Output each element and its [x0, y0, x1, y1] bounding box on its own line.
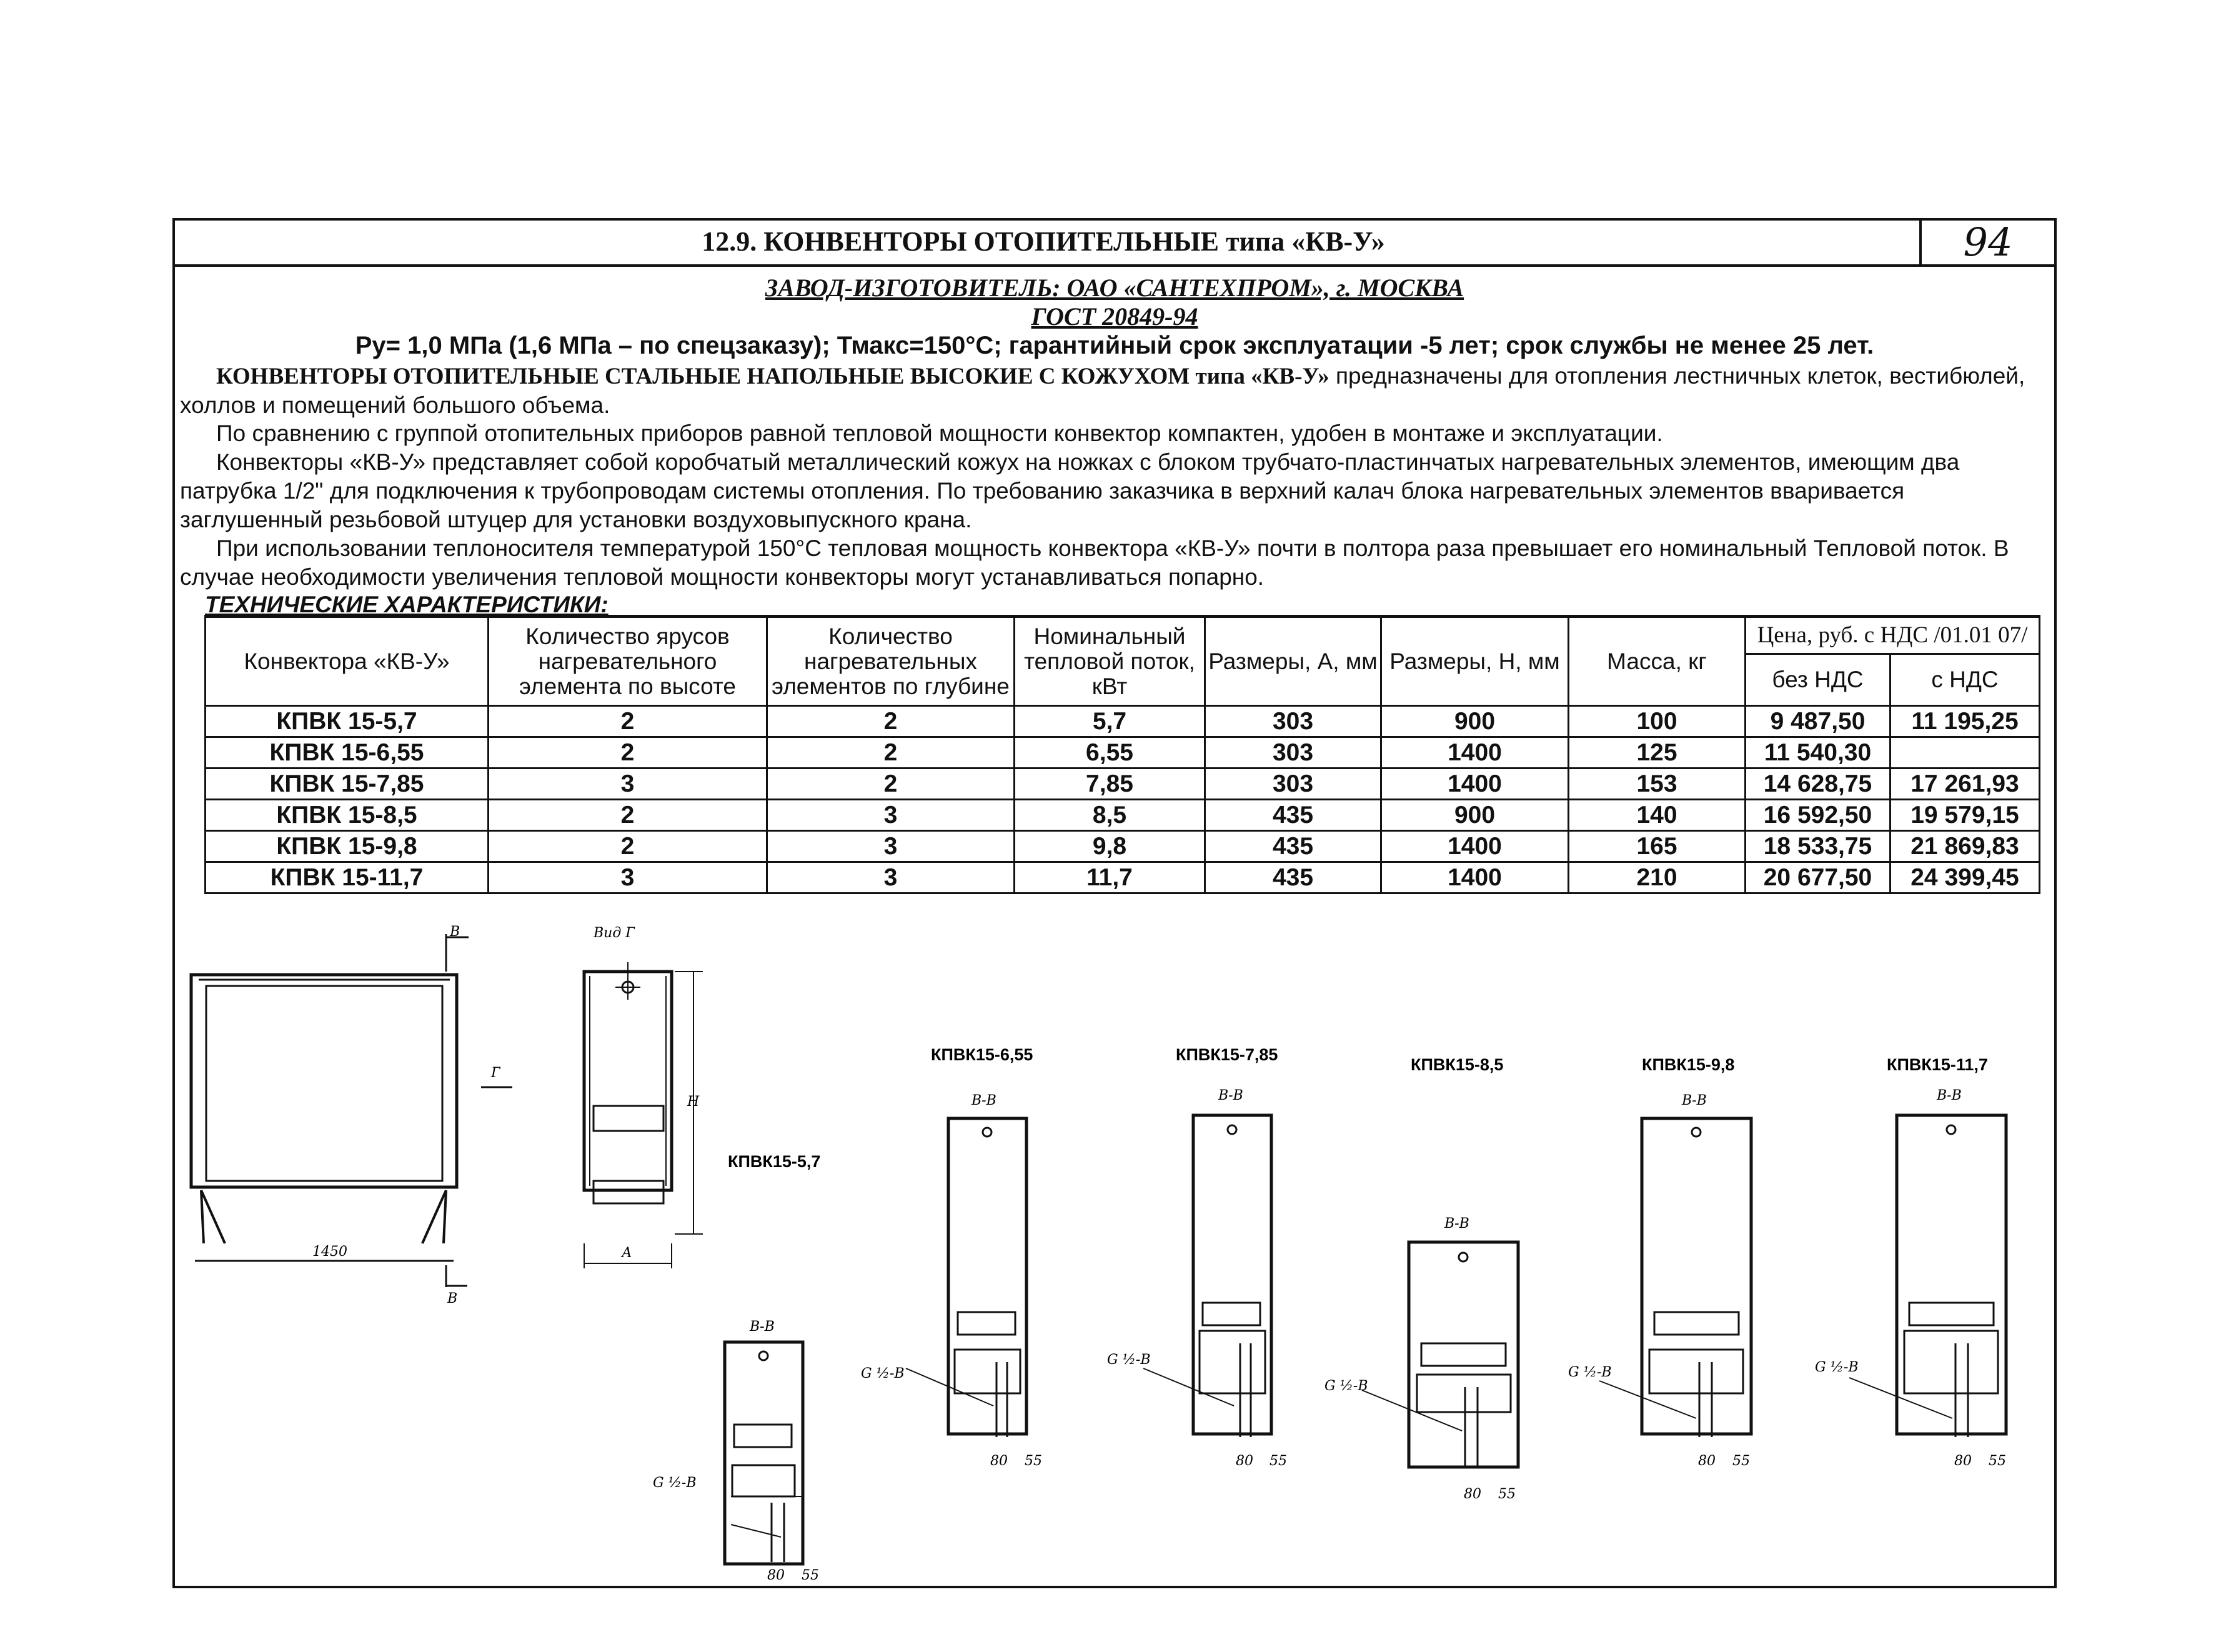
cell-no-vat: 18 533,75: [1746, 831, 1891, 862]
cell-with-vat: 11 195,25: [1891, 706, 2040, 737]
cell-with-vat: 21 869,83: [1891, 831, 2040, 862]
cell-mass: 210: [1569, 862, 1746, 893]
cell-no-vat: 14 628,75: [1746, 769, 1891, 800]
dim-label: 55: [1732, 1453, 1750, 1469]
header-with-vat: с НДС: [1891, 654, 2040, 706]
cell-no-vat: 16 592,50: [1746, 800, 1891, 831]
section-view-7-85: [1143, 1115, 1271, 1437]
section-view-6-55: [906, 1118, 1026, 1437]
dim-label: 80: [1954, 1453, 1972, 1469]
cell-flow: 5,7: [1015, 706, 1205, 737]
model-label-7-85: КПВК15-7,85: [1176, 1045, 1278, 1064]
cell-tiers: 2: [489, 706, 767, 737]
cell-no-vat: 20 677,50: [1746, 862, 1891, 893]
dim-label: 55: [1025, 1453, 1042, 1469]
cell-mass: 100: [1569, 706, 1746, 737]
cell-a: 303: [1205, 706, 1381, 737]
cell-mass: 140: [1569, 800, 1746, 831]
cell-h: 900: [1381, 706, 1569, 737]
paragraph-2-text: По сравнению с группой отопительных приборов равной тепловой мощности конвектор компактен, удобен в монтаже и эксплуатации.: [216, 420, 1663, 446]
paragraph-1-rest: предназначены для отопления лестничных клеток, вестибюлей, холлов и помещений большого объема.: [180, 363, 2025, 418]
header-depth: Количество нагревательных элементов по глубине: [767, 617, 1015, 706]
section-label: В-В: [750, 1319, 775, 1335]
tech-heading: ТЕХНИЧЕСКИЕ ХАРАКТЕРИСТИКИ:: [205, 592, 609, 617]
header-price: Цена, руб. с НДС /01.01 07/: [1746, 617, 2040, 654]
cell-h: 1400: [1381, 862, 1569, 893]
dim-a-label: А: [622, 1245, 632, 1261]
front-view-drawing: [191, 934, 512, 1287]
cell-tiers: 3: [489, 769, 767, 800]
section-mark-bottom: В: [447, 1291, 458, 1306]
paragraph-4-text: При использовании теплоносителя температурой 150°С тепловая мощность конвектора «КВ-У» почти в полтора раза превышает его номинальный Тепловой поток. В случае необходимости увеличения тепловой мощности конвекторы могут устанавливаться попарно.: [180, 535, 2009, 590]
cell-with-vat: 19 579,15: [1891, 800, 2040, 831]
pipe-label: G ½-В: [861, 1366, 905, 1381]
section-view-9-8: [1599, 1118, 1751, 1437]
cell-flow: 7,85: [1015, 769, 1205, 800]
pipe-label: G ½-В: [1324, 1378, 1368, 1394]
cell-h: 1400: [1381, 831, 1569, 862]
cell-model: КПВК 15-6,55: [206, 737, 489, 769]
dim-h-label: Н: [687, 1094, 700, 1110]
cell-tiers: 2: [489, 800, 767, 831]
cell-model: КПВК 15-7,85: [206, 769, 489, 800]
dim-label: 80: [1698, 1453, 1716, 1469]
cell-model: КПВК 15-5,7: [206, 706, 489, 737]
cell-flow: 9,8: [1015, 831, 1205, 862]
cell-no-vat: 11 540,30: [1746, 737, 1891, 769]
model-label-8-5: КПВК15-8,5: [1411, 1055, 1504, 1074]
section-label: В-В: [1937, 1088, 1962, 1103]
header-no-vat: без НДС: [1746, 654, 1891, 706]
cell-depth: 2: [767, 737, 1015, 769]
header-size-h: Размеры, Н, мм: [1381, 617, 1569, 706]
cell-a: 303: [1205, 769, 1381, 800]
cell-a: 303: [1205, 737, 1381, 769]
cell-a: 435: [1205, 862, 1381, 893]
page-number: 94: [1963, 219, 2013, 265]
cell-model: КПВК 15-8,5: [206, 800, 489, 831]
cell-flow: 8,5: [1015, 800, 1205, 831]
header-size-a: Размеры, А, мм: [1205, 617, 1381, 706]
cell-depth: 2: [767, 706, 1015, 737]
cell-tiers: 2: [489, 737, 767, 769]
front-width-label: 1450: [312, 1244, 347, 1260]
cell-depth: 3: [767, 862, 1015, 893]
cell-tiers: 3: [489, 862, 767, 893]
page-title: 12.9. КОНВЕНТОРЫ ОТОПИТЕЛЬНЫЕ типа «КВ-У»: [702, 226, 1385, 257]
model-label-5-7: КПВК15-5,7: [728, 1152, 821, 1171]
view-mark: Г: [491, 1065, 500, 1081]
cell-h: 1400: [1381, 769, 1569, 800]
paragraph-1-lead: КОНВЕНТОРЫ ОТОПИТЕЛЬНЫЕ СТАЛЬНЫЕ НАПОЛЬНЫЕ ВЫСОКИЕ С КОЖУХОМ типа «КВ-У»: [216, 364, 1329, 389]
section-view-5-7: [725, 1342, 803, 1564]
pipe-label: G ½-В: [1815, 1360, 1859, 1375]
dim-label: 80: [1236, 1453, 1253, 1469]
spec-line: Ру= 1,0 МПа (1,6 МПа – по спецзаказу); Тмакс=150°С; гарантийный срок эксплуатации -5 лет; срок службы не менее 25 лет.: [355, 332, 1874, 359]
section-view-8-5: [1362, 1242, 1518, 1468]
paragraph-3-text: Конвекторы «КВ-У» представляет собой коробчатый металлический кожух на ножках с блоком трубчато-пластинчатых нагревательных элементов, имеющим два патрубка 1/2" для подключения к трубопроводам системы отопления. По требованию заказчика в верхний калач блока нагревательных элементов вваривается заглушенный резьбовой штуцер для установки воздуховыпускного крана.: [180, 449, 1960, 532]
section-label: В-В: [1218, 1088, 1243, 1103]
cell-h: 900: [1381, 800, 1569, 831]
dim-label: 80: [990, 1453, 1008, 1469]
cell-flow: 11,7: [1015, 862, 1205, 893]
cell-a: 435: [1205, 800, 1381, 831]
section-label: В-В: [1682, 1093, 1707, 1108]
cell-depth: 3: [767, 831, 1015, 862]
cell-model: КПВК 15-11,7: [206, 862, 489, 893]
view-label: Вид Г: [594, 925, 635, 941]
cell-with-vat: 24 399,45: [1891, 862, 2040, 893]
model-label-9-8: КПВК15-9,8: [1642, 1055, 1735, 1074]
cell-depth: 2: [767, 769, 1015, 800]
model-label-6-55: КПВК15-6,55: [931, 1045, 1033, 1064]
pipe-label: G ½-В: [653, 1475, 697, 1491]
header-model: Конвектора «КВ-У»: [206, 617, 489, 706]
cell-tiers: 2: [489, 831, 767, 862]
header-tiers: Количество ярусов нагревательного элемента по высоте: [489, 617, 767, 706]
cell-mass: 153: [1569, 769, 1746, 800]
cell-depth: 3: [767, 800, 1015, 831]
dim-label: 80: [1464, 1486, 1481, 1502]
model-label-11-7: КПВК15-11,7: [1887, 1055, 1988, 1074]
dim-label: 55: [1989, 1453, 2006, 1469]
dim-label: 55: [802, 1568, 819, 1583]
pipe-label: G ½-В: [1568, 1365, 1612, 1380]
cell-mass: 125: [1569, 737, 1746, 769]
cell-h: 1400: [1381, 737, 1569, 769]
dim-label: 80: [767, 1568, 785, 1583]
section-label: В-В: [1444, 1216, 1469, 1232]
header-mass: Масса, кг: [1569, 617, 1746, 706]
header-flow: Номинальный тепловой поток, кВт: [1015, 617, 1205, 706]
manufacturer-line: ЗАВОД-ИЗГОТОВИТЕЛЬ: ОАО «САНТЕХПРОМ», г. МОСКВА: [765, 274, 1464, 302]
dim-label: 55: [1498, 1486, 1516, 1502]
cell-flow: 6,55: [1015, 737, 1205, 769]
cell-with-vat: 17 261,93: [1891, 769, 2040, 800]
section-mark-top: В: [450, 924, 460, 940]
cell-a: 435: [1205, 831, 1381, 862]
dim-label: 55: [1270, 1453, 1287, 1469]
gost-line: ГОСТ 20849-94: [1031, 302, 1198, 331]
section-label: В-В: [971, 1093, 996, 1108]
cell-no-vat: 9 487,50: [1746, 706, 1891, 737]
cell-mass: 165: [1569, 831, 1746, 862]
section-view-11-7: [1849, 1115, 2006, 1437]
side-view-drawing: [584, 962, 703, 1268]
cell-model: КПВК 15-9,8: [206, 831, 489, 862]
pipe-label: G ½-В: [1107, 1352, 1151, 1368]
